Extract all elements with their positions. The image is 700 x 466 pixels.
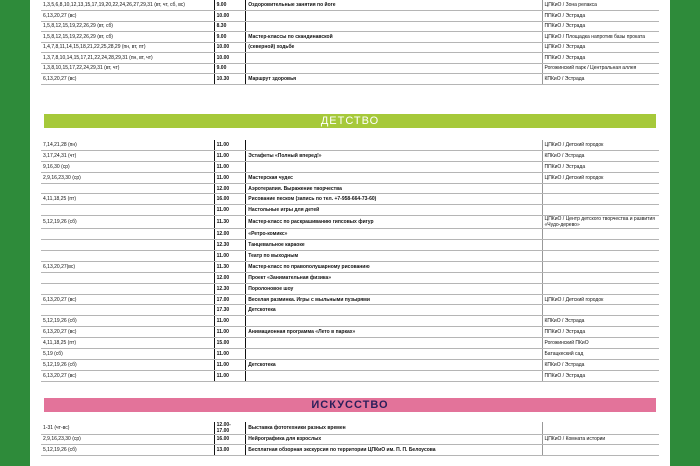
schedule-time: 9.00: [214, 0, 246, 11]
schedule-event: [246, 11, 542, 22]
schedule-place: [542, 183, 659, 194]
schedule-dates: 1,3,5,6,8,10,12,13,15,17,19,20,22,24,26,27,29,31 (вт, чт, сб, вс): [41, 0, 214, 11]
schedule-event: Аэротерапия. Выражение творчества: [246, 183, 542, 194]
schedule-time: 11.00: [214, 172, 246, 183]
schedule-row: [41, 194, 659, 205]
schedule-row: [41, 283, 659, 294]
schedule-row: [41, 445, 659, 456]
schedule-place: [542, 251, 659, 262]
schedule-row: [41, 42, 659, 53]
schedule-place: ЦПКиО / Эстрада: [542, 42, 659, 53]
schedule-event: Анимационная программа «Лето в парках»: [246, 327, 542, 338]
schedule-time: 13.00: [214, 445, 246, 456]
schedule-row: [41, 53, 659, 64]
schedule-place: [542, 229, 659, 240]
schedule-dates: [41, 229, 214, 240]
schedule-row: [41, 349, 659, 360]
schedule-event: Мастерская чудес: [246, 172, 542, 183]
schedule-time: 16.00: [214, 194, 246, 205]
schedule-place: КПКиО / Эстрада: [542, 150, 659, 161]
schedule-event: [246, 21, 542, 32]
schedule-row: [41, 316, 659, 327]
schedule-row: [41, 216, 659, 229]
schedule-row: [41, 327, 659, 338]
schedule-dates: 1,3,8,10,15,17,22,24,29,31 (вт, чт): [41, 63, 214, 74]
schedule-dates: 6,13,20,27 (вс): [41, 11, 214, 22]
children-schedule-table: [41, 140, 659, 382]
schedule-event: Мастер-класс по правополушарному рисованию: [246, 261, 542, 272]
schedule-place: [542, 205, 659, 216]
schedule-dates: 6,13,20,27 (вс): [41, 370, 214, 381]
schedule-event: Рисование песком (запись по тел. +7-958-664-73-60): [246, 194, 542, 205]
schedule-row: [41, 294, 659, 305]
schedule-time: 12.00: [214, 183, 246, 194]
schedule-event: Настольные игры для детей: [246, 205, 542, 216]
schedule-time: 12.00: [214, 229, 246, 240]
schedule-time: 11.30: [214, 216, 246, 229]
schedule-dates: 1,4,7,8,11,14,15,18,21,22,25,28,29 (пн, вт, пт): [41, 42, 214, 53]
schedule-time: 9.00: [214, 32, 246, 43]
schedule-row: [41, 205, 659, 216]
schedule-event: [246, 140, 542, 151]
schedule-event: (северной) ходьбе: [246, 42, 542, 53]
schedule-event: Мастер-класс по раскрашиванию гипсовых фигур: [246, 216, 542, 229]
schedule-place: ЦПКиО / Детский городок: [542, 294, 659, 305]
schedule-place: ЦПКиО / Комната истории: [542, 434, 659, 445]
schedule-time: 11.00: [214, 370, 246, 381]
schedule-time: 16.00: [214, 434, 246, 445]
schedule-dates: [41, 305, 214, 316]
schedule-event: Театр по выходным: [246, 251, 542, 262]
schedule-dates: 5,12,19,26 (сб): [41, 316, 214, 327]
schedule-place: ЦПКиО / Площадка напротив базы проката: [542, 32, 659, 43]
schedule-time: 12.00-17.00: [214, 422, 246, 435]
schedule-dates: 7,14,21,28 (пн): [41, 140, 214, 151]
schedule-dates: [41, 251, 214, 262]
schedule-row: [41, 74, 659, 85]
schedule-place: ЦПКиО / Центр детского творчества и развития «Чудо-дерево»: [542, 216, 659, 229]
schedule-time: 12.00: [214, 272, 246, 283]
schedule-time: 10.00: [214, 53, 246, 64]
schedule-dates: [41, 205, 214, 216]
schedule-place: [542, 261, 659, 272]
schedule-row: [41, 370, 659, 381]
schedule-row: [41, 422, 659, 435]
schedule-place: [542, 422, 659, 435]
schedule-place: ППКиО / Эстрада: [542, 370, 659, 381]
schedule-place: ЦПКиО / Детский городок: [542, 172, 659, 183]
schedule-place: [542, 240, 659, 251]
schedule-event: Эстафеты «Полный вперед!»: [246, 150, 542, 161]
schedule-time: 11.30: [214, 261, 246, 272]
schedule-event: Танцевальное караоке: [246, 240, 542, 251]
schedule-time: 8.30: [214, 21, 246, 32]
schedule-time: 11.00: [214, 150, 246, 161]
schedule-dates: 1-31 (чт-вс): [41, 422, 214, 435]
left-green-border: [0, 0, 30, 466]
schedule-place: ППКиО / Эстрада: [542, 161, 659, 172]
schedule-time: 9.00: [214, 63, 246, 74]
schedule-dates: 5,19 (сб): [41, 349, 214, 360]
schedule-dates: 4,11,18,25 (пт): [41, 338, 214, 349]
schedule-event: «Ретро-комикс»: [246, 229, 542, 240]
schedule-time: 17.30: [214, 305, 246, 316]
schedule-row: [41, 172, 659, 183]
schedule-row: [41, 261, 659, 272]
section-banner-iskusstvo: ИСКУССТВО: [44, 398, 656, 412]
schedule-row: [41, 272, 659, 283]
schedule-event: [246, 63, 542, 74]
schedule-place: [542, 283, 659, 294]
schedule-event: Веселая разминка. Игры с мыльными пузырями: [246, 294, 542, 305]
schedule-place: [542, 305, 659, 316]
schedule-row: [41, 11, 659, 22]
schedule-event: [246, 316, 542, 327]
schedule-event: Маршрут здоровья: [246, 74, 542, 85]
schedule-time: 11.00: [214, 316, 246, 327]
health-schedule-table: [41, 0, 659, 85]
schedule-place: Батацкеский сад: [542, 349, 659, 360]
schedule-dates: 9,16,30 (ср): [41, 161, 214, 172]
schedule-dates: 1,5,8,12,15,19,22,26,29 (вт, сб): [41, 32, 214, 43]
schedule-event: [246, 53, 542, 64]
schedule-place: [542, 272, 659, 283]
schedule-place: ППКиО / Эстрада: [542, 53, 659, 64]
schedule-event: Бесплатная обзорная экскурсия по территории ЦПКиО им. П. П. Белоусова: [246, 445, 542, 456]
schedule-event: Оздоровительные занятия по йоге: [246, 0, 542, 11]
schedule-time: 11.00: [214, 205, 246, 216]
schedule-time: 10.00: [214, 42, 246, 53]
right-green-border: [670, 0, 700, 466]
schedule-row: [41, 338, 659, 349]
schedule-place: ППКиО / Эстрада: [542, 327, 659, 338]
schedule-row: [41, 140, 659, 151]
schedule-dates: 5,12,19,26 (сб): [41, 216, 214, 229]
schedule-place: [542, 194, 659, 205]
schedule-time: 15.00: [214, 338, 246, 349]
schedule-dates: 1,3,7,8,10,14,15,17,21,22,24,28,29,31 (пн, вт, чт): [41, 53, 214, 64]
schedule-dates: [41, 272, 214, 283]
schedule-event: Мастер-классы по скандинавской: [246, 32, 542, 43]
schedule-place: КПКиО / Эстрада: [542, 74, 659, 85]
schedule-row: [41, 63, 659, 74]
schedule-row: [41, 229, 659, 240]
schedule-dates: 6,13,20,27 (вс): [41, 74, 214, 85]
schedule-dates: 6,13,20,27 (вс): [41, 294, 214, 305]
schedule-page: [41, 0, 659, 466]
schedule-time: 11.00: [214, 161, 246, 172]
schedule-event: [246, 338, 542, 349]
schedule-time: 10.00: [214, 11, 246, 22]
schedule-place: ППКиО / Эстрада: [542, 11, 659, 22]
schedule-dates: 3,17,24,31 (чт): [41, 150, 214, 161]
schedule-row: [41, 0, 659, 11]
schedule-time: 11.00: [214, 140, 246, 151]
schedule-time: 11.00: [214, 359, 246, 370]
schedule-event: Выставка фототехники разных времен: [246, 422, 542, 435]
schedule-place: Рогожинский парк / Центральная аллея: [542, 63, 659, 74]
schedule-dates: 1,5,8,12,15,19,22,26,29 (вт, сб): [41, 21, 214, 32]
schedule-place: КПКиО / Эстрада: [542, 316, 659, 327]
schedule-event: Проект «Занимательная физика»: [246, 272, 542, 283]
schedule-place: ЦПКиО / Детский городок: [542, 140, 659, 151]
schedule-place: [542, 445, 659, 456]
schedule-row: [41, 305, 659, 316]
schedule-time: 11.00: [214, 251, 246, 262]
schedule-place: ЦПКиО / Зона релакса: [542, 0, 659, 11]
schedule-dates: [41, 283, 214, 294]
schedule-event: [246, 349, 542, 360]
schedule-dates: [41, 183, 214, 194]
schedule-row: [41, 32, 659, 43]
schedule-event: Поролоновое шоу: [246, 283, 542, 294]
schedule-time: 10.30: [214, 74, 246, 85]
schedule-event: Детскотека: [246, 305, 542, 316]
schedule-place: КПКиО / Эстрада: [542, 359, 659, 370]
schedule-time: 11.00: [214, 327, 246, 338]
schedule-time: 12.30: [214, 283, 246, 294]
schedule-place: Рогожинский ПКиО: [542, 338, 659, 349]
schedule-event: [246, 161, 542, 172]
art-schedule-table: [41, 422, 659, 456]
schedule-row: [41, 183, 659, 194]
schedule-row: [41, 359, 659, 370]
schedule-dates: 6,13,20,27(вс): [41, 261, 214, 272]
schedule-event: Нейрографика для взрослых: [246, 434, 542, 445]
schedule-event: [246, 370, 542, 381]
schedule-time: 12.30: [214, 240, 246, 251]
schedule-row: [41, 251, 659, 262]
schedule-dates: 2,9,16,23,30 (ср): [41, 434, 214, 445]
schedule-row: [41, 434, 659, 445]
schedule-place: ППКиО / Эстрада: [542, 21, 659, 32]
schedule-row: [41, 240, 659, 251]
schedule-time: 17.00: [214, 294, 246, 305]
schedule-event: Детскотека: [246, 359, 542, 370]
schedule-dates: 6,13,20,27 (вс): [41, 327, 214, 338]
schedule-dates: 4,11,18,25 (пт): [41, 194, 214, 205]
schedule-row: [41, 150, 659, 161]
schedule-dates: 5,12,19,26 (сб): [41, 359, 214, 370]
schedule-dates: [41, 240, 214, 251]
section-banner-detstvo: ДЕТСТВО: [44, 114, 656, 128]
schedule-dates: 2,9,16,23,30 (ср): [41, 172, 214, 183]
schedule-time: 11.00: [214, 349, 246, 360]
schedule-row: [41, 161, 659, 172]
schedule-dates: 5,12,19,26 (сб): [41, 445, 214, 456]
schedule-row: [41, 21, 659, 32]
